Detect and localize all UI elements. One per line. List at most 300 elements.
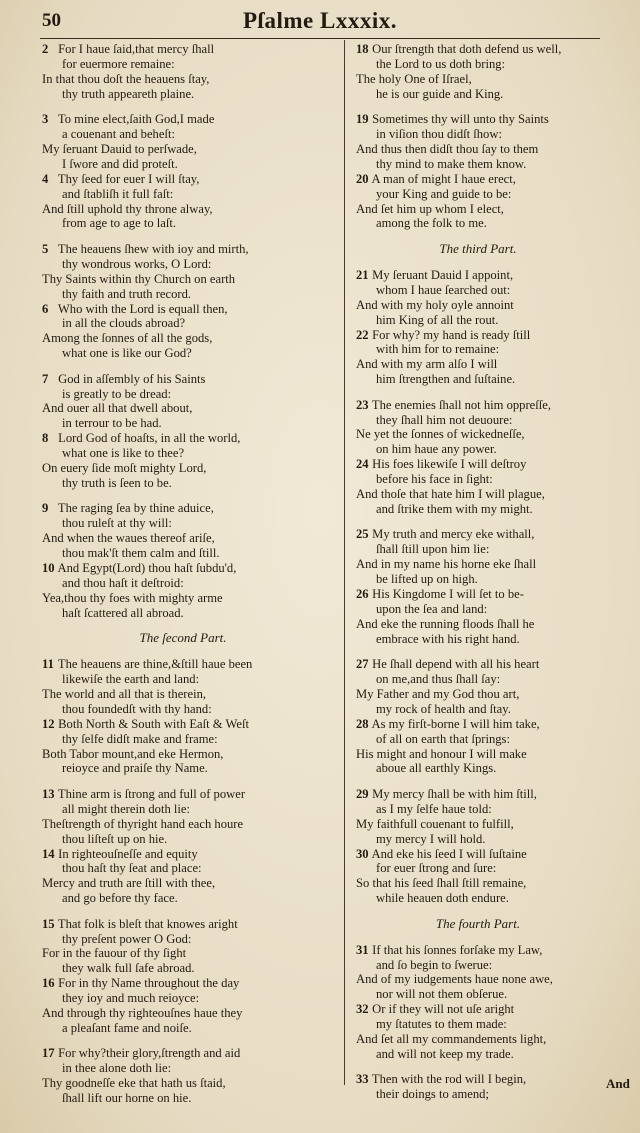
- verse-text: their doings to amend;: [376, 1087, 489, 1102]
- verse-line: [356, 342, 600, 357]
- verse-text: The raging ſea by thine aduice,: [57, 501, 214, 516]
- verse-line: [356, 472, 600, 487]
- verse-text: what one is like to thee?: [62, 446, 185, 461]
- verse-text: Lord God of hoaſts, in all the world,: [58, 431, 241, 446]
- verse-line: [356, 328, 600, 343]
- verse-line: [42, 702, 324, 717]
- verse-text: And thus then didſt thou ſay to them: [356, 141, 539, 156]
- verse-line: [356, 832, 600, 847]
- verse-line: [42, 802, 324, 817]
- verse-number: 10: [42, 561, 55, 575]
- verse-text: thy mind to make them know.: [376, 156, 527, 171]
- verse-text: and ſo begin to ſwerue:: [376, 957, 493, 972]
- verse-line: [42, 216, 324, 231]
- verse-text: they ioy and much reioyce:: [62, 991, 200, 1006]
- verse-number: 12: [42, 716, 55, 731]
- verse-text: thou ruleſt at thy will:: [62, 516, 172, 531]
- verse-number: 11: [42, 657, 54, 672]
- verse-line: [356, 357, 600, 372]
- verse-text: likewiſe the earth and land:: [62, 672, 200, 687]
- running-head: Pſalme Lxxxix.: [243, 8, 397, 33]
- verse-number: 3: [42, 112, 49, 127]
- verse-text: upon the ſea and land:: [376, 601, 488, 616]
- verse-text: And through thy righteouſnes haue they: [42, 1006, 243, 1021]
- verse-text: thou haſt thy ſeat and place:: [62, 861, 202, 876]
- verse-text: ſhall lift our horne on hie.: [62, 1091, 192, 1106]
- verse-line: [356, 1087, 600, 1102]
- verse-line: [42, 1061, 324, 1076]
- verse-number: 28: [356, 716, 369, 731]
- verse-number: 27: [356, 657, 369, 672]
- verse-line: [42, 917, 324, 932]
- verse-text: thy faith and truth record.: [62, 286, 192, 301]
- verse-text: And of my iudgements haue none awe,: [356, 972, 553, 987]
- verse-line: [42, 187, 324, 202]
- verse-text: thou liſteſt up on hie.: [62, 831, 168, 846]
- verse-number: 2: [42, 42, 49, 56]
- verse-number: 19: [356, 112, 369, 127]
- verse-text: nor will not them obſerue.: [376, 987, 508, 1002]
- stanza: [42, 917, 324, 1036]
- verse-text: Or if they will not uſe aright: [372, 1002, 515, 1017]
- left-column: [42, 42, 324, 1117]
- verse-text: embrace with his right hand.: [376, 631, 520, 646]
- verse-line: [356, 747, 600, 762]
- verse-text: aboue all earthly Kings.: [376, 761, 497, 776]
- verse-line: [356, 602, 600, 617]
- verse-line: [42, 832, 324, 847]
- right-column: [356, 42, 600, 1113]
- verse-line: [356, 1032, 600, 1047]
- verse-text: in viſion thou didſt ſhow:: [376, 127, 502, 142]
- verse-line: [42, 1076, 324, 1091]
- stanza: [356, 268, 600, 387]
- verse-text: with him for to remaine:: [376, 342, 500, 357]
- verse-text: And eke the running floods ſhall he: [356, 616, 535, 631]
- verse-text: And in my name his horne eke ſhall: [356, 557, 537, 572]
- verse-text: my mercy I will hold.: [376, 831, 486, 846]
- verse-text: they ſhall him not deuoure:: [376, 412, 513, 427]
- verse-number: 8: [42, 431, 49, 446]
- stanza: [356, 787, 600, 906]
- verse-line: [42, 531, 324, 546]
- verse-line: [356, 202, 600, 217]
- verse-line: [356, 972, 600, 987]
- verse-line: [42, 991, 324, 1006]
- stanza: [356, 657, 600, 776]
- verse-line: [356, 112, 600, 127]
- verse-line: [356, 1072, 600, 1087]
- verse-text: The enemies ſhall not him oppreſſe,: [371, 397, 551, 412]
- verse-text: That folk is bleſt that knowes aright: [57, 916, 238, 931]
- verse-line: [356, 717, 600, 732]
- verse-line: [42, 516, 324, 531]
- verse-line: [356, 172, 600, 187]
- verse-line: [356, 861, 600, 876]
- verse-number: 23: [356, 397, 369, 412]
- verse-text: A man of might I haue erect,: [371, 171, 516, 186]
- stanza: [42, 372, 324, 491]
- verse-line: [356, 761, 600, 776]
- stanza: [356, 398, 600, 517]
- verse-text: To mine elect,ſaith God,I made: [57, 112, 215, 127]
- verse-text: And when the waues thereof ariſe,: [42, 531, 215, 546]
- verse-text: thy preſent power O God:: [62, 931, 192, 946]
- verse-number: 24: [356, 457, 369, 472]
- verse-line: [42, 316, 324, 331]
- verse-line: [356, 527, 600, 542]
- verse-text: For in thy Name throughout the day: [58, 976, 240, 991]
- verse-line: [42, 657, 324, 672]
- verse-line: [42, 331, 324, 346]
- verse-number: 9: [42, 501, 49, 516]
- verse-line: [356, 313, 600, 328]
- verse-text: and will not keep my trade.: [376, 1046, 514, 1061]
- verse-text: Thy Saints within thy Church on earth: [42, 271, 236, 286]
- verse-number: 4: [42, 171, 49, 186]
- verse-line: [356, 891, 600, 906]
- verse-text: And Egypt(Lord) thou haſt ſubdu'd,: [57, 561, 237, 575]
- verse-text: And with my holy oyle annoint: [356, 297, 514, 312]
- verse-text: Both North & South with Eaſt & Weſt: [58, 716, 249, 731]
- verse-text: from age to age to laſt.: [62, 216, 177, 231]
- verse-line: [356, 457, 600, 472]
- verse-line: [356, 268, 600, 283]
- verse-text: as I my ſelfe haue told:: [376, 801, 492, 816]
- verse-line: [42, 891, 324, 906]
- verse-text: In righteouſneſſe and equity: [58, 846, 198, 861]
- verse-number: 18: [356, 42, 369, 56]
- verse-text: My truth and mercy eke withall,: [372, 527, 535, 542]
- verse-line: [356, 943, 600, 958]
- verse-text: Thy ſeed for euer I will ſtay,: [57, 171, 200, 186]
- stanza: [42, 1046, 324, 1106]
- verse-text: for euermore remaine:: [62, 56, 175, 71]
- verse-text: Thine arm is ſtrong and full of power: [57, 786, 246, 801]
- verse-line: [356, 298, 600, 313]
- verse-text: Thy goodneſſe eke that hath us ſtaid,: [42, 1076, 226, 1091]
- stanza: [42, 657, 324, 776]
- verse-text: Then with the rod will I begin,: [371, 1072, 527, 1087]
- verse-text: be lifted up on high.: [376, 572, 478, 587]
- verse-text: my rock of health and ſtay.: [376, 701, 511, 716]
- verse-line: [42, 747, 324, 762]
- verse-line: [356, 1017, 600, 1032]
- verse-line: [356, 187, 600, 202]
- verse-text: the Lord to us doth bring:: [376, 56, 506, 71]
- verse-text: before his face in ſight:: [376, 472, 493, 487]
- verse-number: 17: [42, 1046, 55, 1061]
- verse-text: your King and guide to be:: [376, 186, 512, 201]
- verse-line: [42, 401, 324, 416]
- verse-text: My ſeruant Dauid I appoint,: [372, 267, 514, 282]
- verse-line: [42, 287, 324, 302]
- verse-line: [42, 1006, 324, 1021]
- verse-text: all might therein doth lie:: [62, 801, 191, 816]
- verse-line: [356, 372, 600, 387]
- verse-text: my ſtatutes to them made:: [376, 1017, 507, 1032]
- verse-line: [42, 546, 324, 561]
- verse-line: [42, 761, 324, 776]
- verse-text: Yea,thou thy foes with mighty arme: [42, 590, 223, 605]
- verse-text: And thoſe that hate him I will plague,: [356, 487, 545, 502]
- verse-number: 32: [356, 1002, 369, 1017]
- verse-line: [356, 617, 600, 632]
- part-heading: The third Part.: [439, 240, 517, 256]
- verse-number: 22: [356, 327, 369, 342]
- verse-text: In that thou doſt the heauens ſtay,: [42, 71, 210, 86]
- part-heading: The ſecond Part.: [139, 630, 227, 646]
- verse-line: [42, 1091, 324, 1106]
- verse-line: [42, 431, 324, 446]
- verse-line: [356, 847, 600, 862]
- verse-line: [356, 987, 600, 1002]
- verse-text: For why?their glory,ſtrength and aid: [58, 1046, 241, 1061]
- verse-text: The holy One of Iſrael,: [356, 71, 472, 86]
- verse-text: And ſet all my commandements light,: [356, 1032, 547, 1047]
- verse-text: God in aſſembly of his Saints: [58, 371, 206, 386]
- verse-line: [356, 157, 600, 172]
- verse-number: 13: [42, 786, 55, 801]
- verse-line: [356, 672, 600, 687]
- verse-text: The world and all that is therein,: [42, 686, 207, 701]
- verse-line: [42, 606, 324, 621]
- verse-line: [42, 446, 324, 461]
- verse-text: My faithfull couenant to fulfill,: [356, 816, 514, 831]
- verse-line: [356, 572, 600, 587]
- verse-text: and go before thy face.: [62, 891, 178, 906]
- verse-line: [42, 687, 324, 702]
- verse-number: 6: [42, 301, 49, 316]
- verse-text: while heauen doth endure.: [376, 891, 509, 906]
- verse-text: in terrour to be had.: [62, 416, 162, 431]
- verse-text: For I haue ſaid,that mercy ſhall: [58, 42, 215, 56]
- part-heading: The fourth Part.: [435, 915, 521, 931]
- verse-line: [356, 702, 600, 717]
- verse-text: he is our guide and King.: [376, 86, 504, 101]
- verse-number: 15: [42, 916, 55, 931]
- verse-line: [356, 427, 600, 442]
- verse-line: [42, 57, 324, 72]
- verse-line: [42, 501, 324, 516]
- verse-number: 7: [42, 371, 49, 386]
- verse-line: [42, 72, 324, 87]
- verse-line: [356, 732, 600, 747]
- stanza: [42, 42, 324, 102]
- verse-line: [42, 576, 324, 591]
- verse-line: [356, 557, 600, 572]
- verse-line: [42, 932, 324, 947]
- verse-line: [42, 1046, 324, 1061]
- verse-text: him ſtrengthen and ſuſtaine.: [376, 372, 516, 387]
- verse-line: [42, 961, 324, 976]
- verse-text: on him haue any power.: [376, 442, 497, 457]
- verse-text: Our ſtrength that doth defend us well,: [372, 42, 562, 56]
- verse-line: [42, 272, 324, 287]
- verse-line: [42, 142, 324, 157]
- verse-number: 30: [356, 846, 369, 861]
- verse-number: 26: [356, 587, 369, 601]
- verse-line: [356, 398, 600, 413]
- verse-text: And ſtill uphold thy throne alway,: [42, 201, 213, 216]
- column-divider: [344, 40, 345, 1085]
- verse-text: thy truth is ſeen to be.: [62, 475, 172, 490]
- verse-text: reioyce and praiſe thy Name.: [62, 761, 208, 776]
- verse-text: haſt ſcattered all abroad.: [62, 605, 184, 620]
- verse-line: [356, 787, 600, 802]
- verse-text: As my firſt-borne I will him take,: [371, 716, 540, 731]
- verse-line: [42, 346, 324, 361]
- verse-text: He ſhall depend with all his heart: [372, 657, 540, 672]
- verse-number: 33: [356, 1072, 369, 1087]
- verse-line: [356, 687, 600, 702]
- verse-text: Mercy and truth are ſtill with thee,: [42, 876, 216, 891]
- verse-text: On euery ſide moſt mighty Lord,: [42, 461, 207, 476]
- stanza: [42, 787, 324, 906]
- verse-line: [356, 42, 600, 57]
- stanza: [356, 112, 600, 231]
- verse-text: for euer ſtrong and ſure:: [376, 861, 497, 876]
- verse-line: [356, 442, 600, 457]
- verse-text: of all on earth that ſprings:: [376, 731, 510, 746]
- verse-text: My Father and my God thou art,: [356, 686, 520, 701]
- verse-line: [42, 876, 324, 891]
- verse-text: So that his ſeed ſhall ſtill remaine,: [356, 876, 527, 891]
- verse-line: [42, 302, 324, 317]
- verse-line: [356, 802, 600, 817]
- verse-text: Ne yet the ſonnes of wickedneſſe,: [356, 427, 525, 442]
- verse-text: they walk full ſafe abroad.: [62, 961, 195, 976]
- verse-line: [356, 87, 600, 102]
- verse-line: [42, 946, 324, 961]
- verse-number: 29: [356, 786, 369, 801]
- verse-text: is greatly to be dread:: [62, 386, 172, 401]
- verse-line: [42, 976, 324, 991]
- verse-line: [42, 42, 324, 57]
- verse-line: [42, 202, 324, 217]
- verse-text: Theſtrength of thyright hand each houre: [42, 816, 244, 831]
- verse-line: [356, 413, 600, 428]
- verse-number: 16: [42, 976, 55, 991]
- verse-line: [356, 587, 600, 602]
- verse-number: 25: [356, 527, 369, 542]
- verse-text: And ſet him up whom I elect,: [356, 201, 504, 216]
- verse-text: and thou haſt it deſtroid:: [62, 575, 184, 590]
- verse-line: [356, 216, 600, 231]
- verse-line: [356, 632, 600, 647]
- verse-line: [42, 1021, 324, 1036]
- verse-line: [42, 861, 324, 876]
- verse-text: what one is like our God?: [62, 346, 192, 361]
- verse-text: My mercy ſhall be with him ſtill,: [372, 786, 537, 801]
- stanza: [356, 943, 600, 1062]
- verse-line: [42, 172, 324, 187]
- verse-text: thy ſelfe didſt make and frame:: [62, 731, 218, 746]
- verse-text: thou foundedſt with thy hand:: [62, 701, 212, 716]
- verse-number: 5: [42, 241, 49, 256]
- verse-text: thou mak'ſt them calm and ſtill.: [62, 546, 220, 561]
- verse-text: The heauens are thine,&ſtill haue been: [57, 657, 253, 672]
- verse-line: [356, 487, 600, 502]
- verse-line: [42, 87, 324, 102]
- verse-text: on me,and thus ſhall ſay:: [376, 672, 501, 687]
- verse-text: among the folk to me.: [376, 216, 487, 231]
- verse-line: [42, 732, 324, 747]
- verse-text: If that his ſonnes forſake my Law,: [372, 942, 543, 957]
- verse-line: [42, 817, 324, 832]
- verse-line: [356, 127, 600, 142]
- stanza: [356, 42, 600, 102]
- verse-line: [42, 416, 324, 431]
- stanza: [42, 501, 324, 620]
- verse-line: [356, 657, 600, 672]
- verse-line: [42, 372, 324, 387]
- verse-line: [42, 242, 324, 257]
- verse-number: 31: [356, 942, 369, 957]
- verse-number: 14: [42, 846, 55, 861]
- stanza: [356, 527, 600, 646]
- verse-text: I ſwore and did proteſt.: [62, 156, 178, 171]
- stanza: [356, 1072, 600, 1102]
- verse-text: and ſtabliſh it full faſt:: [62, 186, 174, 201]
- verse-line: [42, 847, 324, 862]
- verse-line: [356, 817, 600, 832]
- verse-text: whom I haue ſearched out:: [376, 282, 511, 297]
- verse-line: [42, 476, 324, 491]
- verse-text: His foes likewiſe I will deſtroy: [372, 457, 527, 472]
- verse-line: [42, 717, 324, 732]
- verse-line: [42, 387, 324, 402]
- verse-text: For in the fauour of thy ſight: [42, 946, 187, 961]
- verse-text: thy truth appeareth plaine.: [62, 86, 195, 101]
- verse-text: Among the ſonnes of all the gods,: [42, 331, 213, 346]
- verse-line: [356, 958, 600, 973]
- verse-text: The heauens ſhew with ioy and mirth,: [57, 241, 249, 256]
- verse-line: [42, 461, 324, 476]
- verse-text: His Kingdome I will ſet to be-: [372, 587, 524, 601]
- header-rule: [40, 38, 600, 39]
- verse-text: a couenant and beheſt:: [62, 127, 175, 142]
- verse-line: [42, 672, 324, 687]
- verse-line: [42, 561, 324, 576]
- verse-line: [42, 127, 324, 142]
- verse-text: Both Tabor mount,and eke Hermon,: [42, 746, 224, 761]
- page-number: 50: [42, 10, 61, 31]
- verse-text: ſhall ſtill upon him lie:: [376, 542, 490, 557]
- verse-line: [42, 157, 324, 172]
- verse-text: Who with the Lord is equall then,: [57, 301, 228, 316]
- verse-text: And ouer all that dwell about,: [42, 401, 193, 416]
- verse-text: His might and honour I will make: [356, 746, 527, 761]
- catchword: And: [606, 1076, 630, 1091]
- verse-text: My ſeruant Dauid to perſwade,: [42, 141, 197, 156]
- verse-text: him King of all the rout.: [376, 312, 499, 327]
- verse-line: [356, 1047, 600, 1062]
- verse-line: [356, 1002, 600, 1017]
- verse-text: And with my arm alſo I will: [356, 357, 498, 372]
- verse-line: [42, 112, 324, 127]
- verse-number: 21: [356, 267, 369, 282]
- verse-line: [42, 257, 324, 272]
- verse-text: For why? my hand is ready ſtill: [372, 327, 531, 342]
- verse-text: And eke his ſeed I will ſuſtaine: [371, 846, 527, 861]
- verse-text: a pleaſant fame and noiſe.: [62, 1020, 192, 1035]
- verse-text: and ſtrike them with my might.: [376, 501, 533, 516]
- verse-line: [356, 142, 600, 157]
- verse-text: Sometimes thy will unto thy Saints: [372, 112, 549, 127]
- verse-text: in thee alone doth lie:: [62, 1061, 172, 1076]
- verse-line: [42, 591, 324, 606]
